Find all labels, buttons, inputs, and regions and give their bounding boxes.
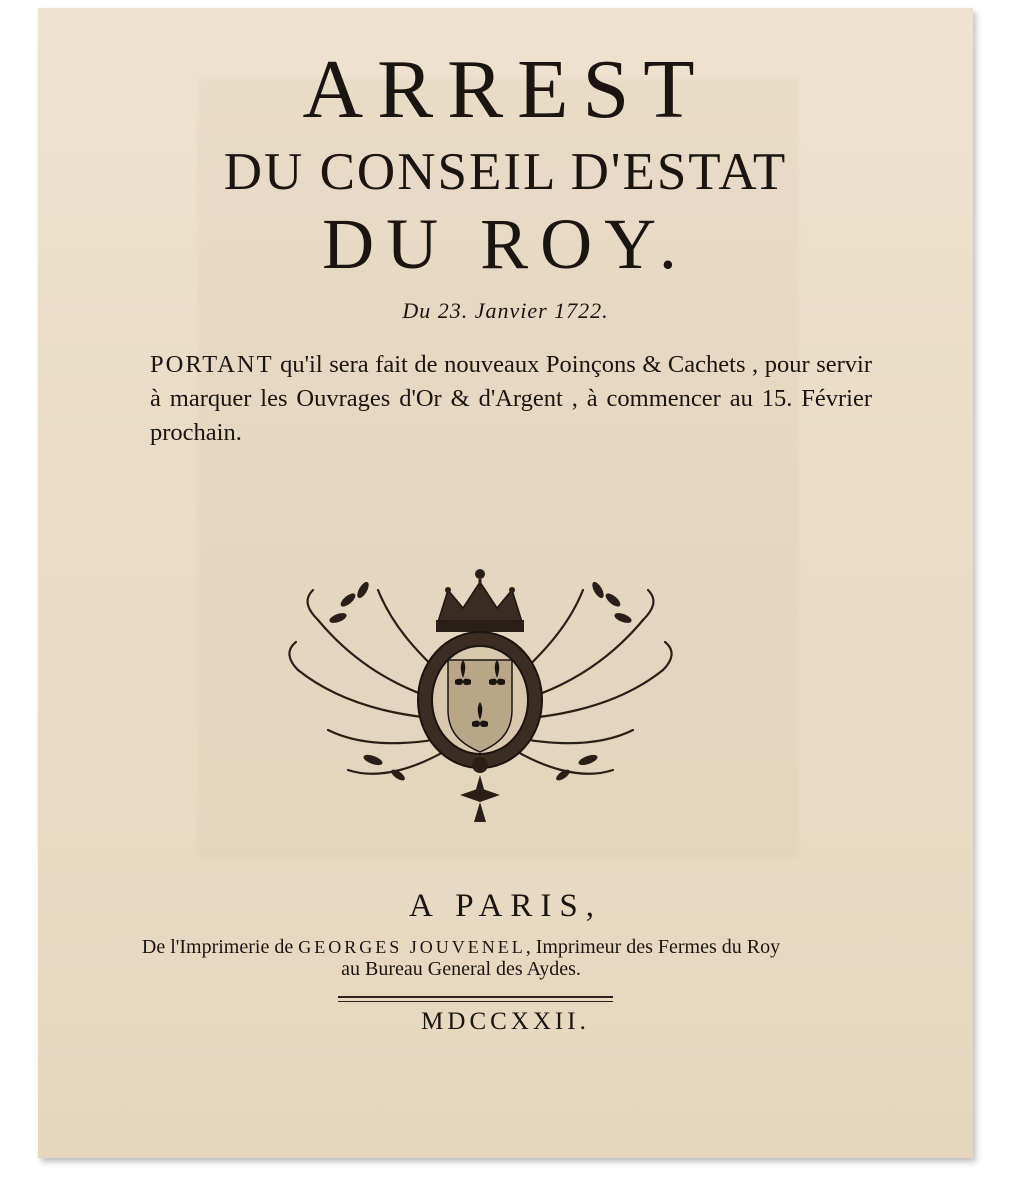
imprint-place: A PARIS, [408, 888, 603, 924]
royal-arms-fleur-de-lis-crown-icon [278, 560, 683, 825]
title-du-roy: DU ROY. [322, 204, 689, 284]
title-arrest: ARREST [302, 43, 709, 136]
decree-summary [150, 348, 872, 450]
imprint-prefix: De l'Imprimerie de [141, 936, 299, 958]
summary-lead: PORTANT [150, 351, 274, 378]
divider-rule [338, 996, 613, 998]
imprint-statement [141, 936, 781, 980]
title-conseil: DU CONSEIL D'ESTAT [223, 143, 788, 201]
document-page [38, 8, 973, 1158]
summary-text: qu'il sera fait de nouveaux Poinçons & Cachets , pour servir à marquer les Ouvrages d'Or & d'Argent , à commencer au 15. Février prochain. [150, 351, 872, 446]
publication-year: MDCCXXII. [421, 1008, 590, 1035]
divider-rule-thin [338, 1001, 613, 1002]
decree-date: Du 23. Janvier 1722. [402, 298, 609, 323]
imprint-suffix: , Imprimeur des Fermes du Roy au Bureau General des Aydes. [341, 936, 781, 980]
printer-name: GEORGES JOUVENEL [298, 937, 526, 957]
